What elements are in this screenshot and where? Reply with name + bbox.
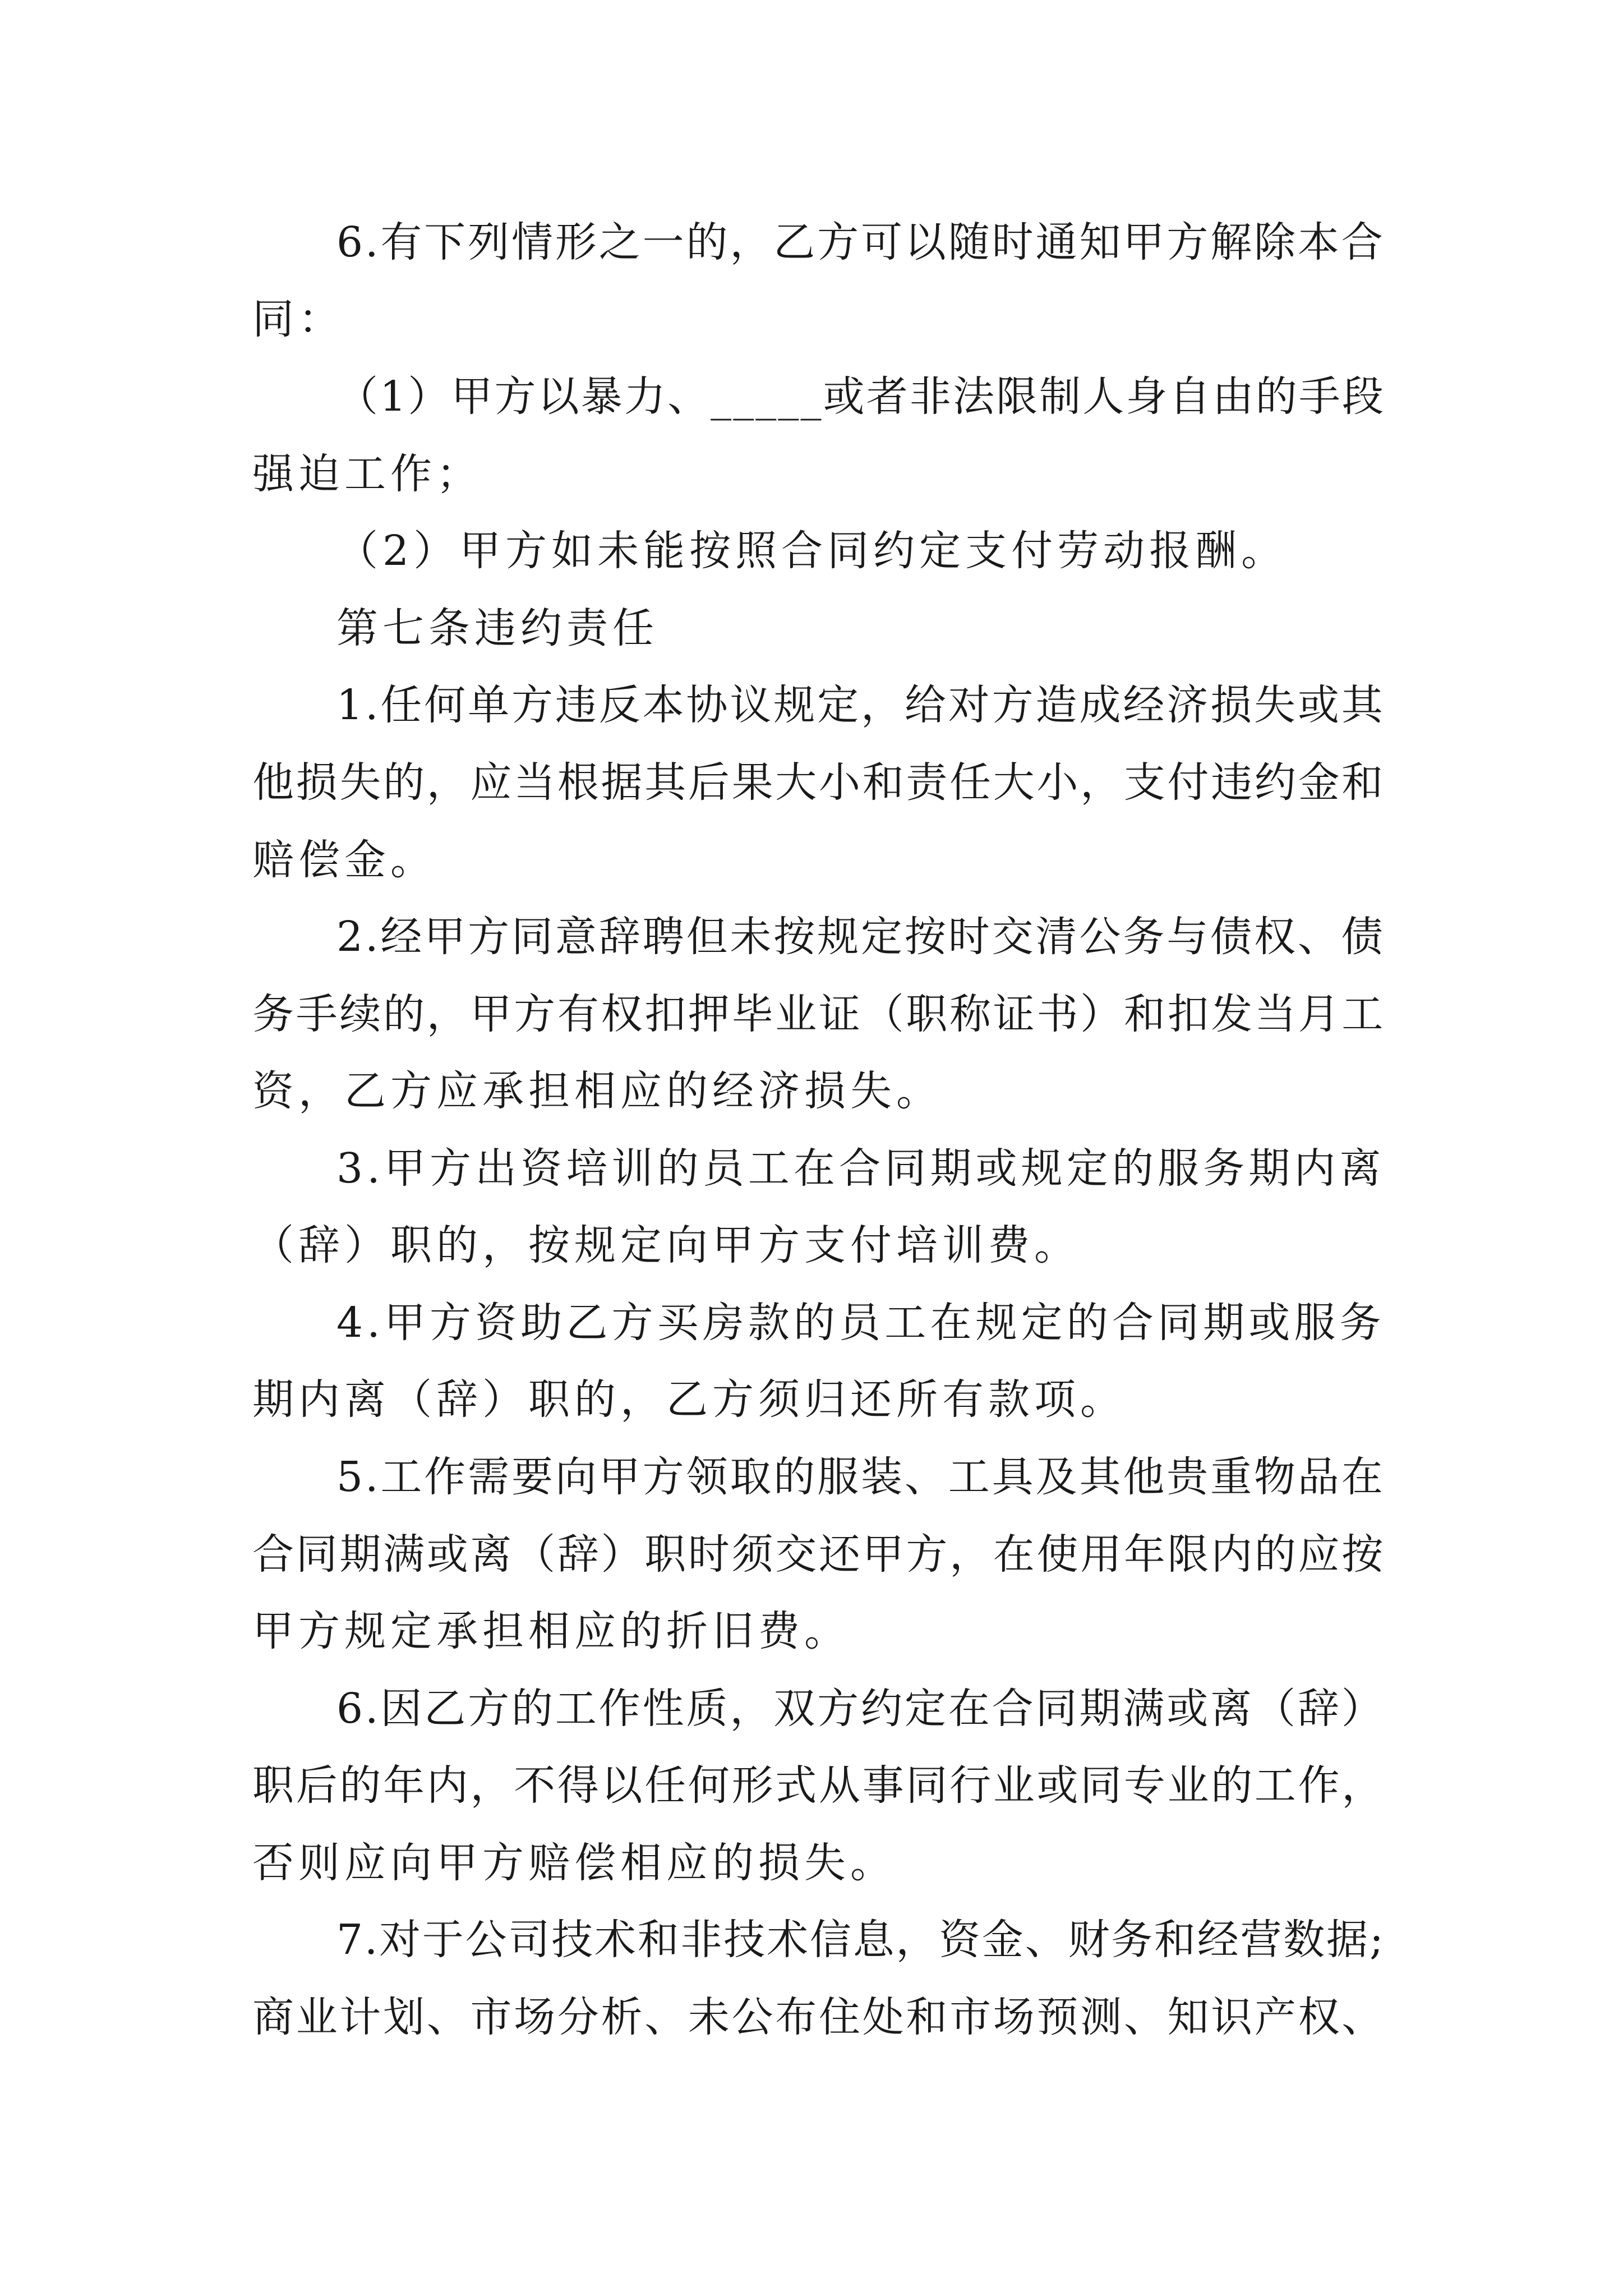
text-line: （2）甲方如未能按照合同约定支付劳动报酬。 [336,527,1288,575]
text-line: 职后的年内，不得以任何形式从事同行业或同专业的工作， [252,1761,1385,1810]
text-line: 1.任何单方违反本协议规定，给对方造成经济损失或其 [336,681,1385,729]
text-line: 5.工作需要向甲方领取的服装、工具及其他贵重物品在 [336,1453,1385,1501]
text-line: （1）甲方以暴力、_____或者非法限制人身自由的手段 [336,372,1386,421]
text-line: （辞）职的，按规定向甲方支付培训费。 [252,1221,1080,1269]
text-line: 6.因乙方的工作性质，双方约定在合同期满或离（辞） [336,1685,1385,1733]
text-line: 3.甲方出资培训的员工在合同期或规定的服务期内离 [336,1144,1385,1193]
text-line: 同： [252,295,344,343]
text-line: 商业计划、市场分析、未公布住处和市场预测、知识产权、 [252,1993,1385,2041]
text-line: 强迫工作； [252,450,482,498]
text-line: 合同期满或离（辞）职时须交还甲方，在使用年限内的应按 [252,1530,1385,1579]
text-line: 期内离（辞）职的，乙方须归还所有款项。 [252,1375,1126,1424]
text-line: 6.有下列情形之一的，乙方可以随时通知甲方解除本合 [336,218,1385,266]
text-line: 4.甲方资助乙方买房款的员工在规定的合同期或服务 [336,1299,1385,1347]
text-line: 赔偿金。 [252,836,436,884]
text-line: 否则应向甲方赔偿相应的损失。 [252,1839,896,1887]
text-line: 甲方规定承担相应的折旧费。 [252,1607,850,1655]
text-line: 务手续的，甲方有权扣押毕业证（职称证书）和扣发当月工 [252,990,1385,1038]
text-line: 资，乙方应承担相应的经济损失。 [252,1067,942,1115]
section-heading: 第七条违约责任 [336,604,658,652]
text-line: 他损失的，应当根据其后果大小和责任大小，支付违约金和 [252,758,1385,807]
text-line: 2.经甲方同意辞聘但未按规定按时交清公务与债权、债 [336,913,1385,961]
text-line: 7.对于公司技术和非技术信息，资金、财务和经营数据; [336,1916,1385,1964]
